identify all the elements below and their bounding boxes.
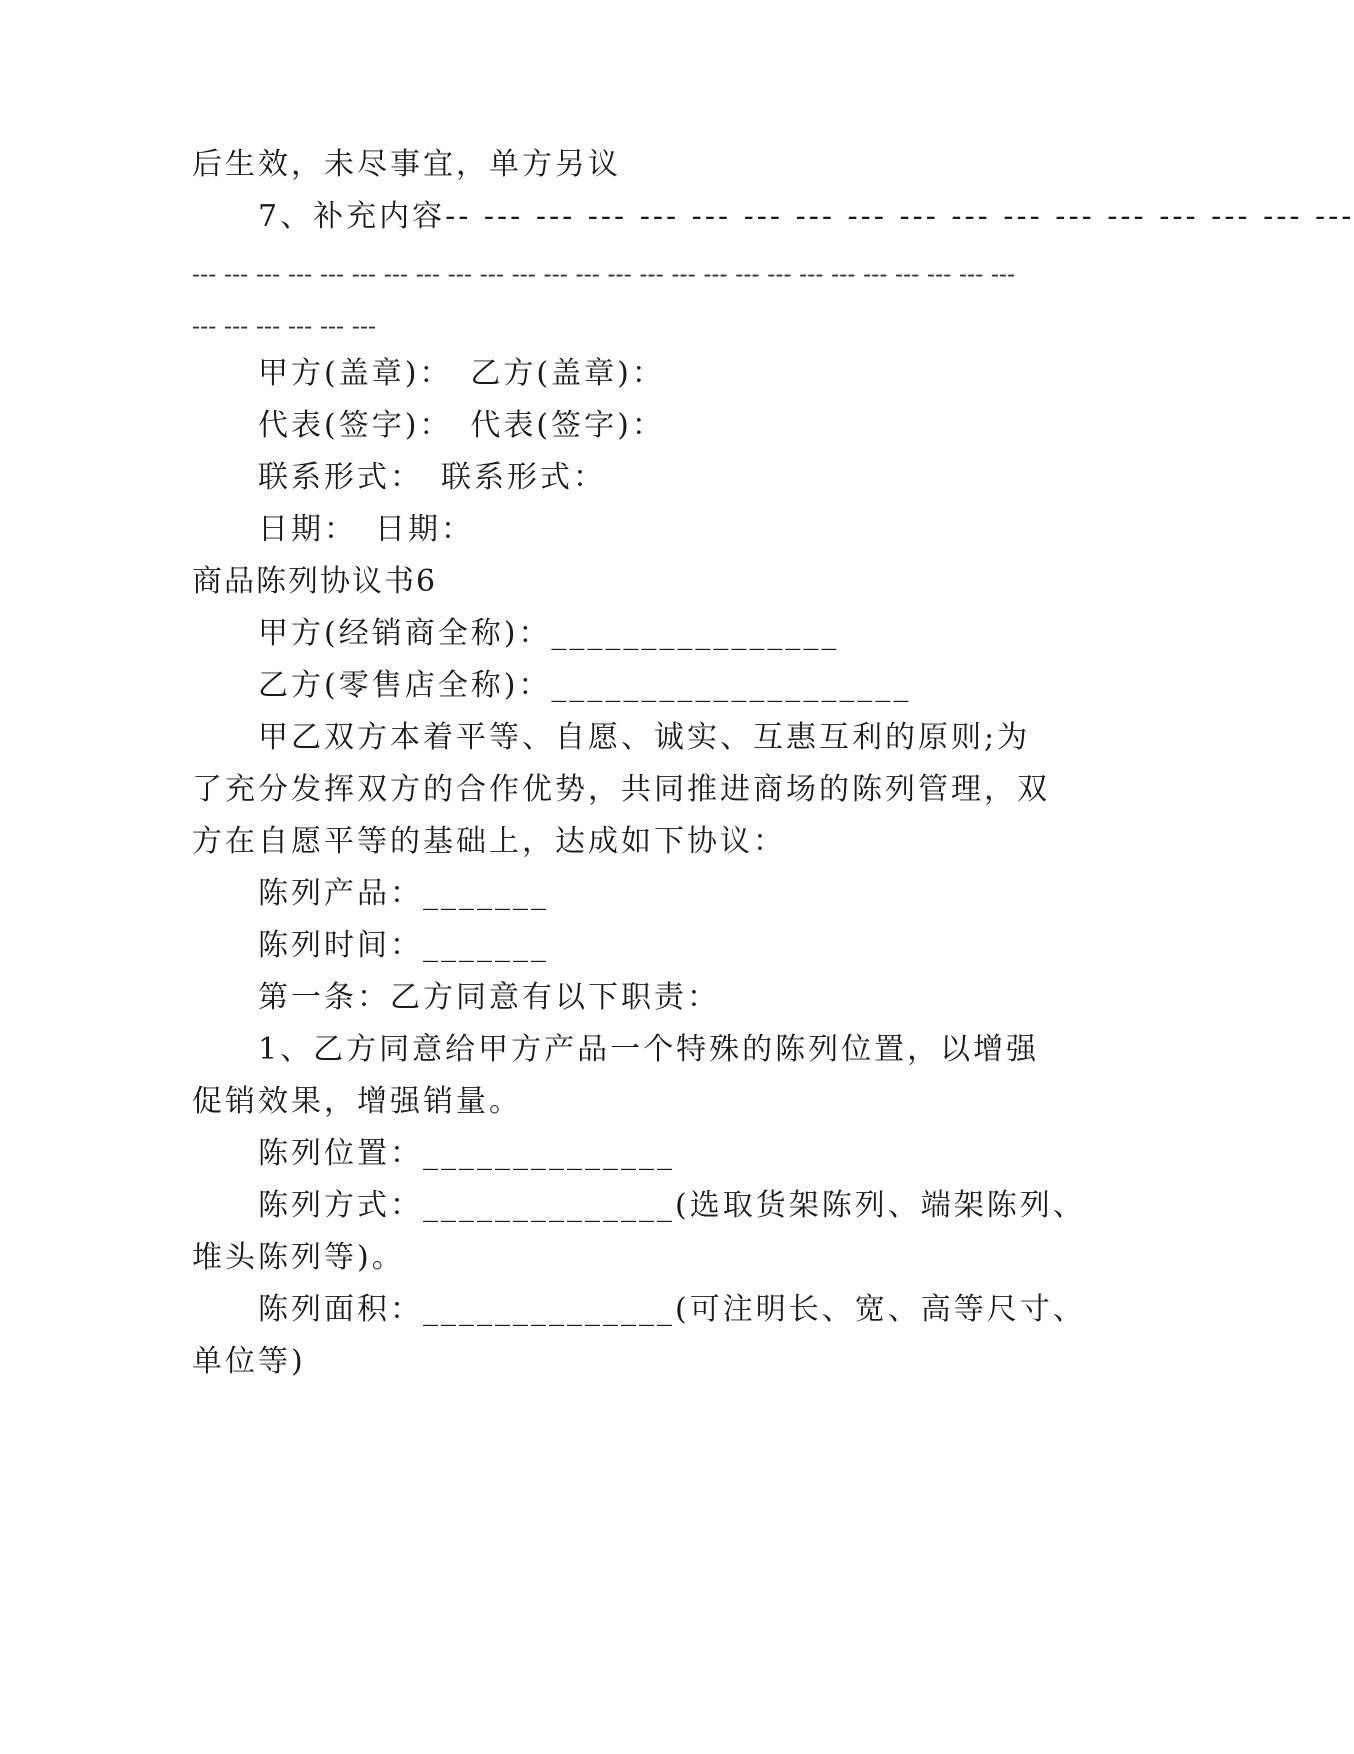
field-line: 陈列时间：_______: [258, 928, 549, 963]
field-line: 陈列位置：______________: [258, 1136, 675, 1171]
supplement-line: 7、补充内容-- --- --- --- --- --- --- --- --- --- --- --- --- --- --- --- --- ---: [258, 199, 1354, 234]
paragraph-line: 堆头陈列等)。: [192, 1240, 405, 1275]
dash-line: --- --- --- --- --- --- --- --- --- --- --- --- --- --- --- --- --- --- --- --- --- --- --- --- --- ---: [192, 260, 1016, 288]
paragraph-line: 了充分发挥双方的合作优势，共同推进商场的陈列管理，双: [192, 772, 1050, 807]
party-a-line: 甲方(经销商全称)：________________: [258, 616, 840, 651]
field-line: 陈列方式：______________(选取货架陈列、端架陈列、: [258, 1188, 1086, 1223]
paragraph-line: 单位等): [192, 1344, 306, 1379]
field-line: 陈列产品：_______: [258, 876, 549, 911]
dash-line: --- --- --- --- --- ---: [192, 312, 377, 340]
section-title: 商品陈列协议书6: [192, 564, 438, 599]
contact-line: 联系形式： 联系形式：: [258, 460, 606, 495]
text-line: 后生效，未尽事宜，单方另议: [192, 147, 621, 182]
paragraph-line: 1、乙方同意给甲方产品一个特殊的陈列位置，以增强: [258, 1032, 1040, 1067]
paragraph-line: 促销效果，增强销量。: [192, 1084, 522, 1119]
signature-line: 代表(签字)： 代表(签字)：: [258, 408, 665, 443]
paragraph-line: 甲乙双方本着平等、自愿、诚实、互惠互利的原则;为: [258, 720, 1031, 755]
signature-line: 甲方(盖章)： 乙方(盖章)：: [258, 356, 665, 391]
paragraph-line: 方在自愿平等的基础上，达成如下协议：: [192, 824, 786, 859]
field-line: 陈列面积：______________(可注明长、宽、高等尺寸、: [258, 1292, 1086, 1327]
article-heading: 第一条：乙方同意有以下职责：: [258, 980, 720, 1015]
party-b-line: 乙方(零售店全称)：____________________: [258, 668, 912, 703]
date-line: 日期： 日期：: [258, 512, 474, 547]
